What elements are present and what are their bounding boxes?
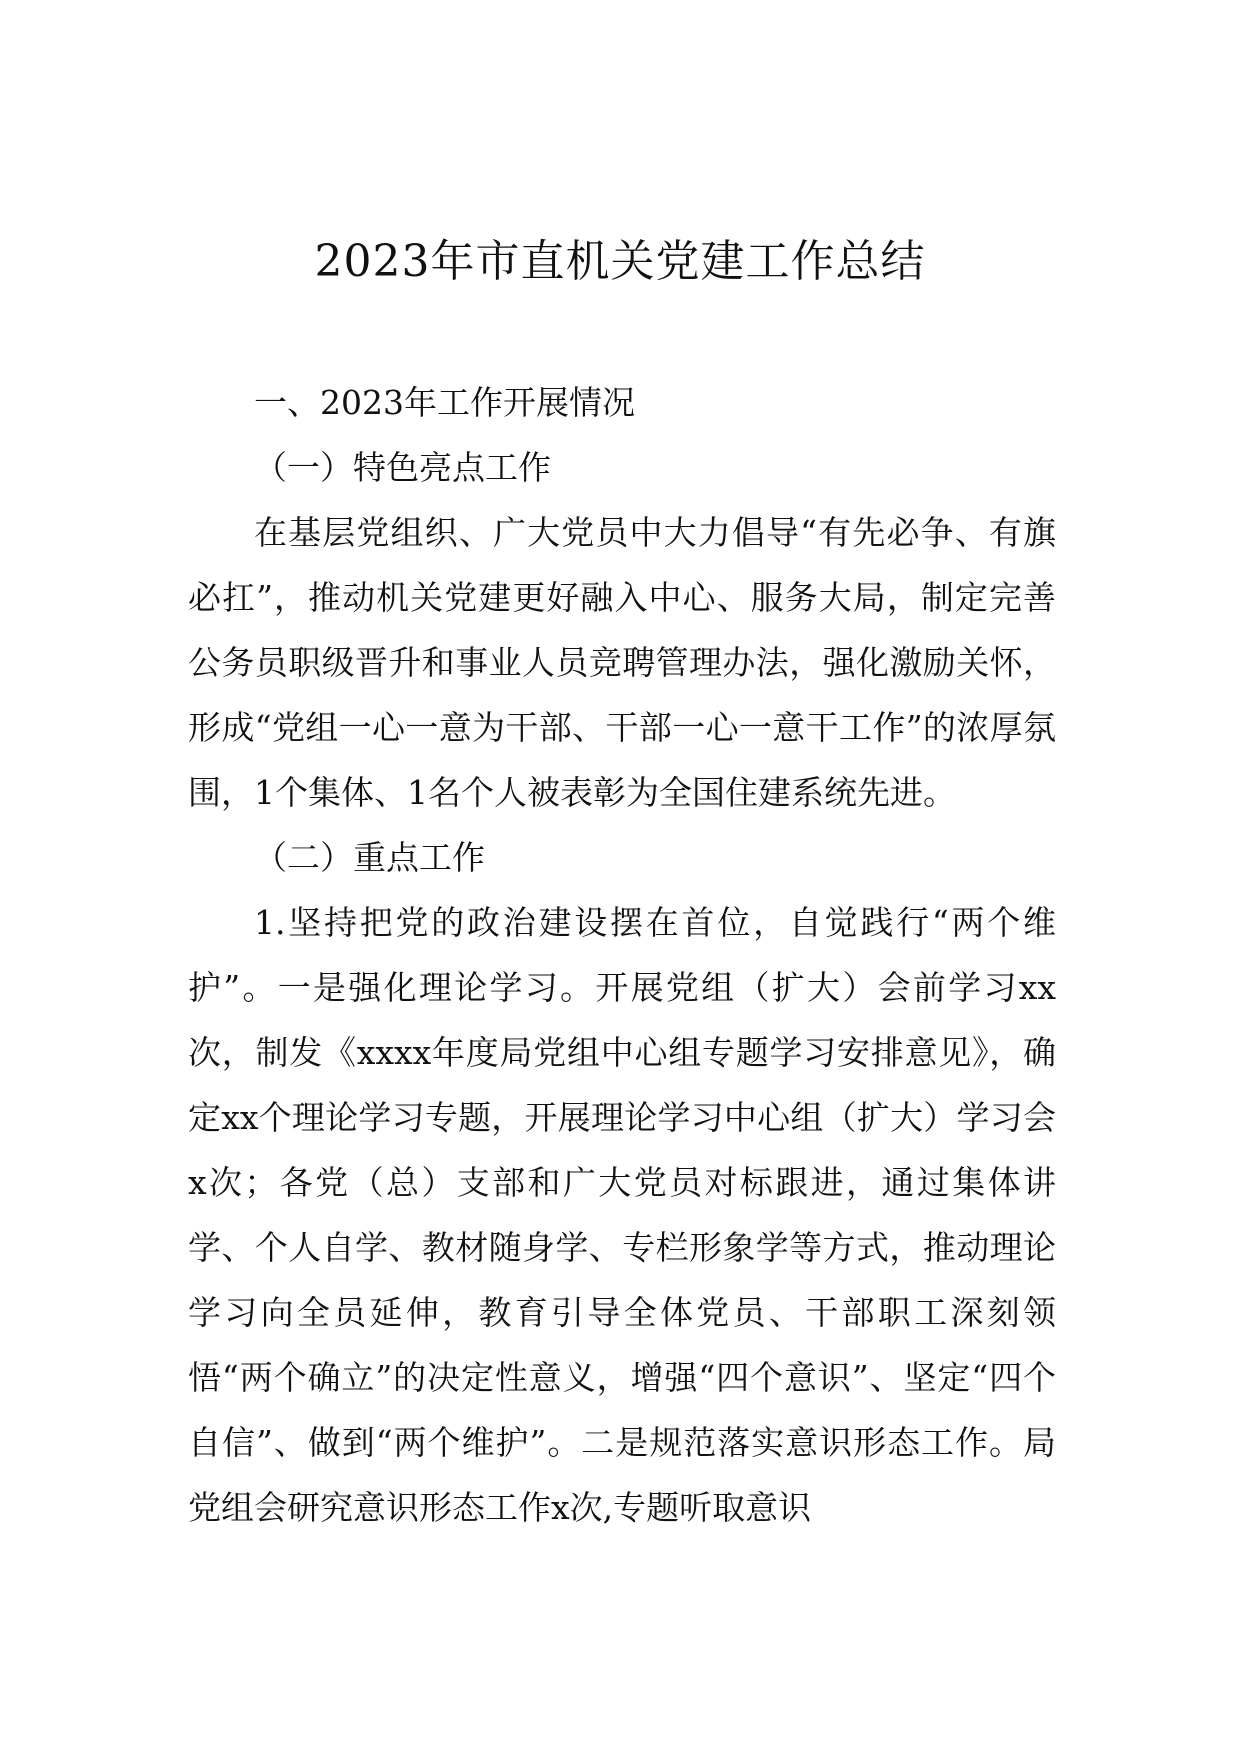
- section-heading: 一、2023年工作开展情况: [254, 383, 635, 422]
- subsection-heading-1: （一）特色亮点工作: [254, 448, 551, 487]
- paragraph-key-work: 1.坚持把党的政治建设摆在首位，自觉践行“两个维护”。一是强化理论学习。开展党组（扩大）会前学习xx次，制发《xxxx年度局党组中心组专题学习安排意见》，确定xx个理论学习专题，开展理论学习中心组（扩大）学习会x次；各党（总）支部和广大党员对标跟进，通过集体讲学、个人自学、教材随身学、专栏形象学等方式，推动理论学习向全员延伸，教育引导全体党员、干部职工深刻领悟“两个确立”的决定性意义，增强“四个意识”、坚定“四个自信”、做到“两个维护”。二是规范落实意识形态工作。局党组会研究意识形态工作x次,专题听取意识: [188, 903, 1056, 1527]
- subsection-heading-2: （二）重点工作: [254, 838, 485, 877]
- document-title: 2023年市直机关党建工作总结: [314, 236, 926, 287]
- document-body: [188, 370, 1056, 1540]
- paragraph-highlights: 在基层党组织、广大党员中大力倡导“有先必争、有旗必扛”，推动机关党建更好融入中心、服务大局，制定完善公务员职级晋升和事业人员竞聘管理办法，强化激励关怀，形成“党组一心一意为干部、干部一心一意干工作”的浓厚氛围，1个集体、1名个人被表彰为全国住建系统先进。: [188, 513, 1056, 812]
